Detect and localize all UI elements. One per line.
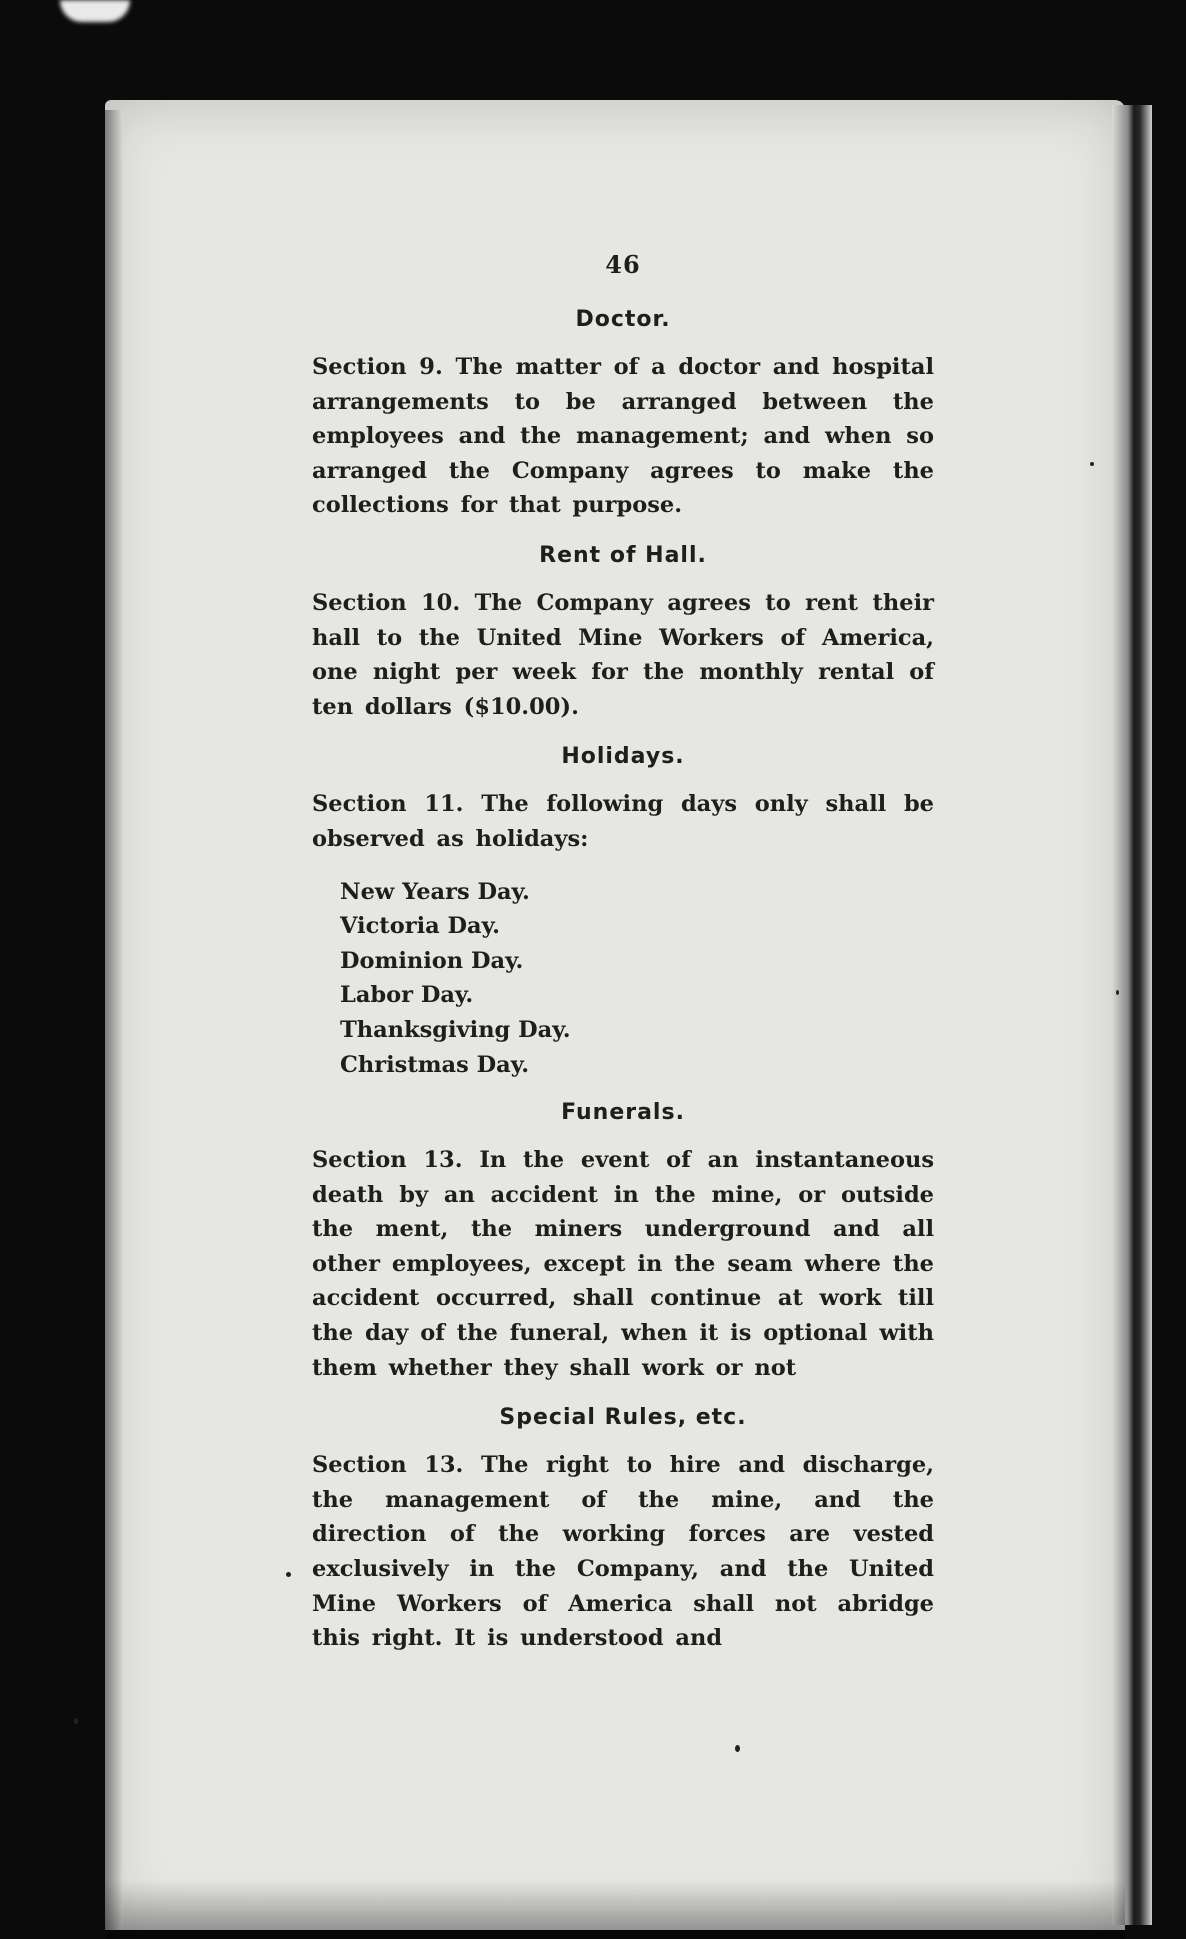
book-gutter: [1112, 105, 1152, 1925]
ink-speck: [1116, 990, 1119, 995]
section-heading: Special Rules, etc.: [499, 1405, 747, 1431]
ink-speck: [286, 1572, 291, 1577]
page-text: [312, 250, 934, 1676]
holiday-item: Thanksgiving Day.: [340, 1016, 571, 1043]
holiday-item: Labor Day.: [340, 982, 474, 1009]
section-rent-of-hall: [312, 543, 934, 724]
section-paragraph: Section 13. The right to hire and discharge, the management of the mine, and the direction of the working forces are vested exclusively in the Company, and the United Mine Workers of America shall not abridge this right. It is understood and: [312, 1452, 934, 1652]
holiday-item: Victoria Day.: [340, 913, 500, 940]
section-funerals: [312, 1100, 934, 1385]
section-paragraph: Section 9. The matter of a doctor and hospital arrangements to be arranged between the employees and the management; and when so arranged the Company agrees to make the collections for that purpose.: [312, 354, 934, 519]
section-holidays: [312, 744, 934, 1082]
scan-artifact: [60, 0, 130, 22]
holiday-item: Dominion Day.: [340, 947, 524, 974]
section-paragraph: Section 11. The following days only shall be observed as holidays:: [312, 791, 934, 852]
ink-speck: [1090, 462, 1094, 466]
section-special-rules: [312, 1405, 934, 1656]
page-left-edge: [105, 110, 123, 1930]
ink-speck: [74, 1718, 78, 1724]
section-paragraph: Section 10. The Company agrees to rent their hall to the United Mine Workers of America, one night per week for the monthly rental of ten dollars ($10.00).: [312, 589, 934, 720]
section-heading: Doctor.: [575, 307, 671, 332]
ink-speck: [735, 1745, 740, 1752]
section-paragraph: Section 13. In the event of an instantaneous death by an accident in the mine, or outside the ment, the miners underground and all other employees, except in the seam where the accident occurred, shall continue at work till the day of the funeral, when it is optional with them whether they shall work or not: [312, 1147, 934, 1381]
page-bottom-shadow: [105, 1880, 1125, 1939]
section-heading: Funerals.: [561, 1100, 685, 1126]
holiday-item: New Years Day.: [340, 878, 530, 905]
page-number: 46: [605, 250, 641, 279]
section-doctor: [312, 307, 934, 523]
holiday-item: Christmas Day.: [340, 1051, 530, 1078]
section-heading: Rent of Hall.: [539, 542, 707, 568]
section-heading: Holidays.: [561, 744, 685, 770]
holiday-list: [340, 875, 934, 1083]
